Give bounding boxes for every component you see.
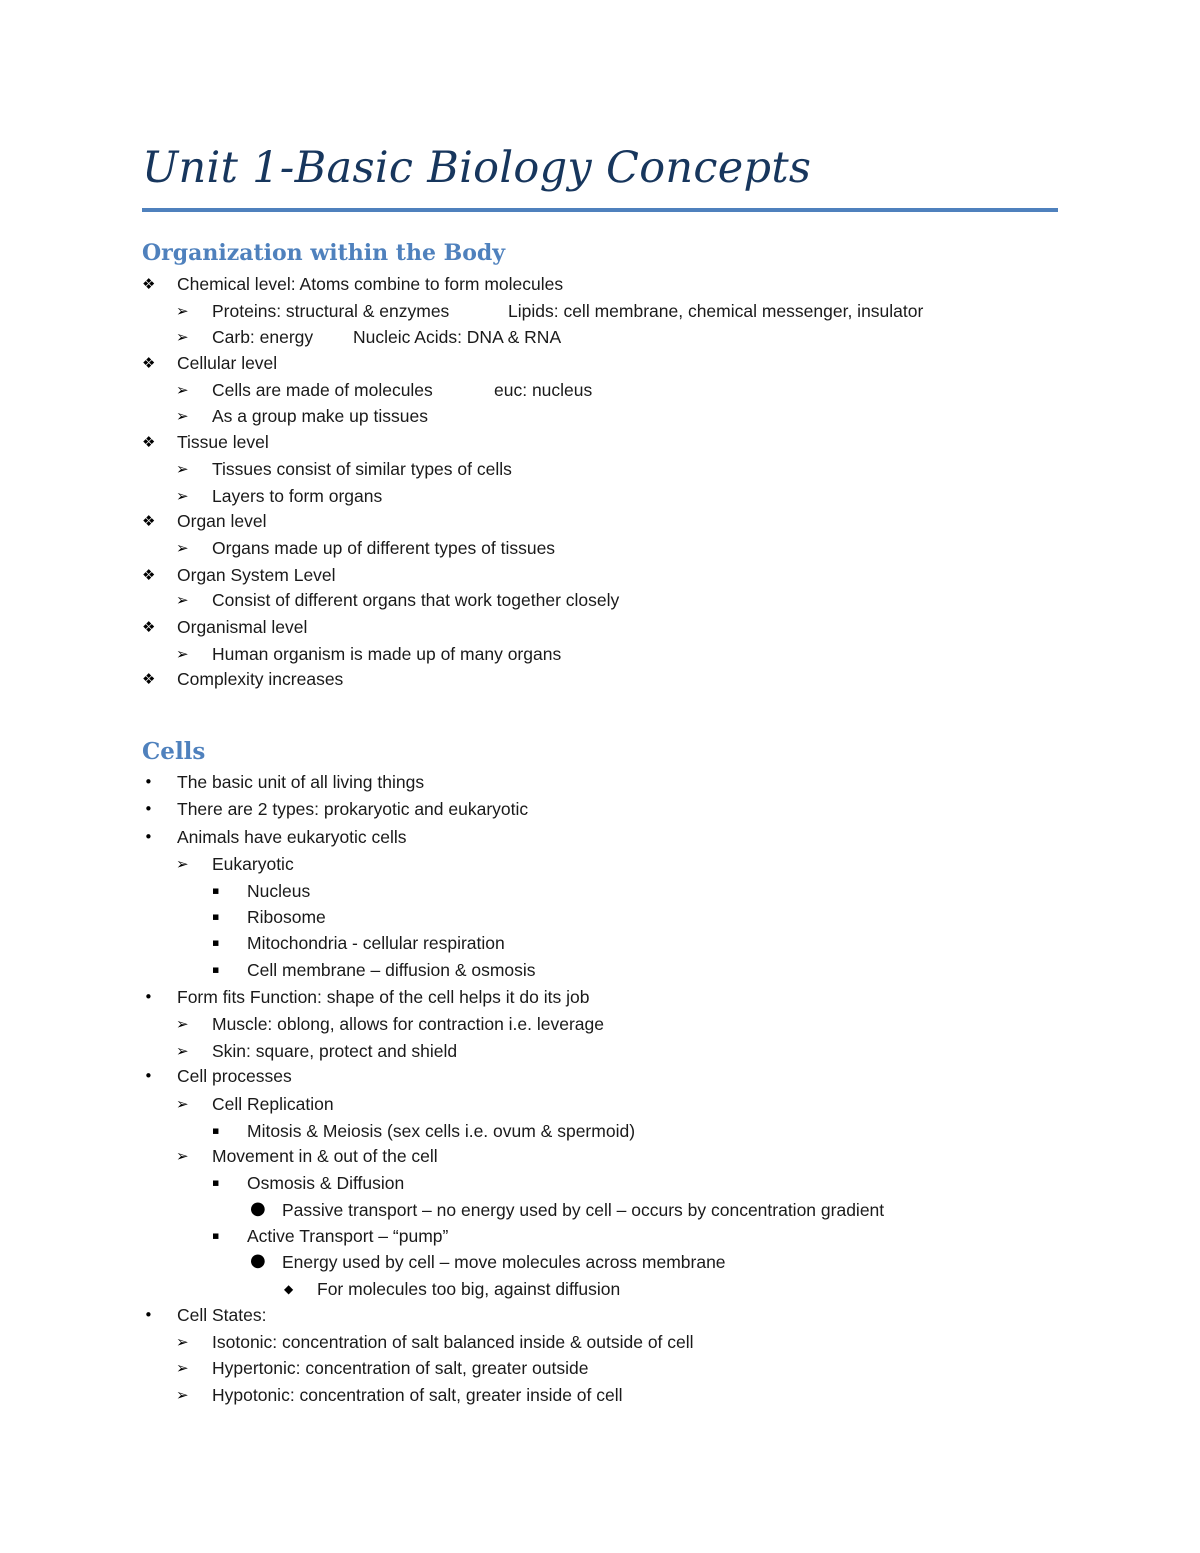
- bullet-arrow-icon: ➢: [176, 645, 189, 663]
- bullet-square-icon: ▪: [212, 1176, 220, 1189]
- bullet-arrow-icon: ➢: [176, 1042, 189, 1060]
- bullet-arrow-icon: ➢: [176, 1359, 189, 1377]
- list-item-text: Nucleus: [247, 881, 311, 901]
- list-item-text: Organismal level: [177, 617, 308, 637]
- list-item-text: Carb: energy: [212, 327, 314, 347]
- bullet-square-icon: ▪: [212, 1229, 220, 1242]
- bullet-dot-icon: •: [144, 988, 153, 1006]
- list-item-text: Mitosis & Meiosis (sex cells i.e. ovum & spermoid): [247, 1121, 636, 1141]
- bullet-arrow-icon: ➢: [176, 328, 189, 346]
- bullet-arrow-icon: ➢: [176, 1095, 189, 1113]
- list-item-text: Osmosis & Diffusion: [247, 1173, 405, 1193]
- list-item-text: Animals have eukaryotic cells: [177, 827, 407, 847]
- list-item-text: Organ System Level: [177, 565, 336, 585]
- bullet-diamond-icon: ❖: [142, 512, 156, 530]
- section-heading-organization: Organization within the Body: [142, 240, 506, 266]
- bullet-dot-icon: •: [144, 773, 153, 791]
- bullet-diamond-icon: ❖: [142, 566, 156, 584]
- list-item-text: Cells are made of molecules: [212, 380, 433, 400]
- list-item-text: There are 2 types: prokaryotic and eukaryotic: [177, 799, 529, 819]
- list-item-text: Organs made up of different types of tissues: [212, 538, 556, 558]
- bullet-arrow-icon: ➢: [176, 381, 189, 399]
- bullet-arrow-icon: ➢: [176, 407, 189, 425]
- list-item-text: Layers to form organs: [212, 486, 383, 506]
- bullet-diamond-small-icon: ◆: [284, 1282, 294, 1296]
- bullet-square-icon: ▪: [212, 936, 220, 949]
- list-item-text: Active Transport – “pump”: [247, 1226, 449, 1246]
- list-item-text: Organ level: [177, 511, 267, 531]
- bullet-arrow-icon: ➢: [176, 539, 189, 557]
- list-item-text: Isotonic: concentration of salt balanced inside & outside of cell: [212, 1332, 694, 1352]
- list-item-text: Cell membrane – diffusion & osmosis: [247, 960, 536, 980]
- list-item-text: Energy used by cell – move molecules across membrane: [282, 1252, 726, 1272]
- list-item-text-secondary: Lipids: cell membrane, chemical messenger, insulator: [508, 301, 924, 321]
- bullet-arrow-icon: ➢: [176, 487, 189, 505]
- bullet-arrow-icon: ➢: [176, 1147, 189, 1165]
- list-item-text: Cell processes: [177, 1066, 292, 1086]
- bullet-square-icon: ▪: [212, 1124, 220, 1137]
- bullet-square-icon: ▪: [212, 884, 220, 897]
- list-item-text: Complexity increases: [177, 669, 344, 689]
- bullet-diamond-icon: ❖: [142, 354, 156, 372]
- bullet-diamond-icon: ❖: [142, 670, 156, 688]
- list-item-text: Form fits Function: shape of the cell helps it do its job: [177, 987, 590, 1007]
- bullet-circle-icon: ●: [250, 1198, 266, 1219]
- list-item-text: Tissues consist of similar types of cells: [212, 459, 512, 479]
- list-item-text: Proteins: structural & enzymes: [212, 301, 450, 321]
- bullet-dot-icon: •: [144, 800, 153, 818]
- list-item-text-secondary: euc: nucleus: [494, 380, 593, 400]
- page-title: Unit 1-Basic Biology Concepts: [142, 143, 812, 193]
- bullet-arrow-icon: ➢: [176, 302, 189, 320]
- bullet-square-icon: ▪: [212, 910, 220, 923]
- list-item-text: Cell States:: [177, 1305, 267, 1325]
- list-item-text: Passive transport – no energy used by cell – occurs by concentration gradient: [282, 1200, 885, 1220]
- list-item-text: Muscle: oblong, allows for contraction i.e. leverage: [212, 1014, 605, 1034]
- list-item-text: Chemical level: Atoms combine to form molecules: [177, 274, 564, 294]
- bullet-arrow-icon: ➢: [176, 855, 189, 873]
- list-item-text: Tissue level: [177, 432, 269, 452]
- list-item-text: Hypotonic: concentration of salt, greater inside of cell: [212, 1385, 623, 1405]
- bullet-dot-icon: •: [144, 1067, 153, 1085]
- list-item-text: As a group make up tissues: [212, 406, 428, 426]
- list-item-text: Consist of different organs that work together closely: [212, 590, 620, 610]
- bullet-arrow-icon: ➢: [176, 591, 189, 609]
- bullet-arrow-icon: ➢: [176, 1333, 189, 1351]
- bullet-arrow-icon: ➢: [176, 460, 189, 478]
- bullet-dot-icon: •: [144, 1306, 153, 1324]
- bullet-diamond-icon: ❖: [142, 433, 156, 451]
- list-item-text-secondary: Nucleic Acids: DNA & RNA: [353, 327, 562, 347]
- list-item-text: Mitochondria - cellular respiration: [247, 933, 505, 953]
- bullet-square-icon: ▪: [212, 963, 220, 976]
- list-item-text: Eukaryotic: [212, 854, 294, 874]
- list-item-text: Hypertonic: concentration of salt, greater outside: [212, 1358, 589, 1378]
- bullet-arrow-icon: ➢: [176, 1386, 189, 1404]
- bullet-diamond-icon: ❖: [142, 618, 156, 636]
- list-item-text: The basic unit of all living things: [177, 772, 425, 792]
- title-underline: [142, 208, 1058, 212]
- bullet-circle-icon: ●: [250, 1250, 266, 1271]
- list-item-text: Human organism is made up of many organs: [212, 644, 562, 664]
- list-item-text: Ribosome: [247, 907, 326, 927]
- bullet-diamond-icon: ❖: [142, 275, 156, 293]
- list-item-text: Cell Replication: [212, 1094, 334, 1114]
- list-item-text: Movement in & out of the cell: [212, 1146, 438, 1166]
- bullet-dot-icon: •: [144, 828, 153, 846]
- bullet-arrow-icon: ➢: [176, 1015, 189, 1033]
- list-item-text: For molecules too big, against diffusion: [317, 1279, 621, 1299]
- list-item-text: Skin: square, protect and shield: [212, 1041, 458, 1061]
- list-item-text: Cellular level: [177, 353, 278, 373]
- section-heading-cells: Cells: [142, 738, 206, 765]
